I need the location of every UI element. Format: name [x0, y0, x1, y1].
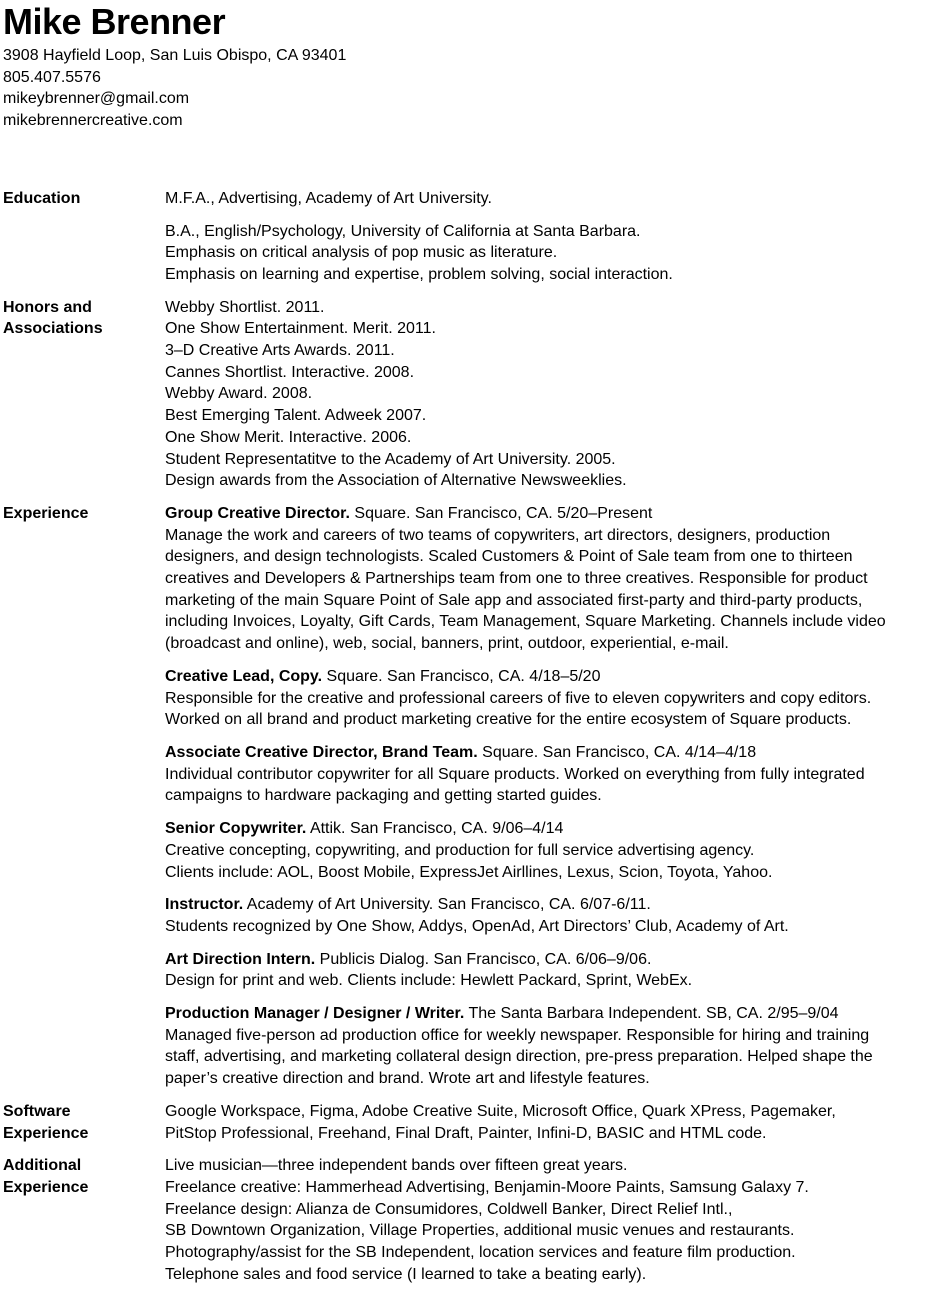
person-name: Mike Brenner	[3, 1, 226, 42]
section-content	[165, 1101, 945, 1155]
section-content	[165, 188, 945, 297]
phone-number: 805.407.5576	[3, 68, 101, 86]
paragraph: Live musician—three independent bands over fifteen great years. Freelance creative: Hammerhead Advertising, Benjamin-Moore Paints, Samsung Galaxy 7. Freelance design: Alianza de Consumidores, Coldwell Banker, Direct Relief Intl., SB Downtown Organization, Village Properties, additional music venues and restaurants. Photography/assist for the SB Independent, location services and feature film production. Telephone sales and food service (I learned to take a beating early).	[165, 1157, 809, 1283]
resume-sections	[3, 188, 945, 1296]
section-content	[165, 297, 945, 503]
section-label: Education	[3, 189, 81, 207]
section-content	[165, 503, 945, 1101]
job-title: Senior Copywriter.	[165, 820, 307, 838]
job-meta: The Santa Barbara Independent. SB, CA. 2/95–9/04	[464, 1005, 839, 1023]
experience-entry: Art Direction Intern. Publicis Dialog. San Francisco, CA. 6/06–9/06. Design for print and web. Clients include: Hewlett Packard, Sprint, WebEx.	[165, 950, 693, 990]
job-meta: Academy of Art University. San Francisco, CA. 6/07-6/11.	[243, 896, 651, 914]
job-meta: Attik. San Francisco, CA. 9/06–4/14	[306, 820, 564, 838]
job-meta: Publicis Dialog. San Francisco, CA. 6/06–9/06.	[315, 950, 652, 968]
section-label: Honors and Associations	[3, 298, 103, 338]
experience-entry: Associate Creative Director, Brand Team. Square. San Francisco, CA. 4/14–4/18 Individual contributor copywriter for all Square products. Worked on everything from fully integrated campaigns to hardware packaging and getting started guides.	[165, 743, 865, 805]
paragraph: Google Workspace, Figma, Adobe Creative Suite, Microsoft Office, Quark XPress, Pagemaker, PitStop Professional, Freehand, Final Draft, Painter, Infini-D, BASIC and HTML code.	[165, 1102, 836, 1142]
website-url: mikebrennercreative.com	[3, 112, 183, 130]
job-title: Group Creative Director.	[165, 504, 350, 522]
job-meta: Square. San Francisco, CA. 4/18–5/20	[322, 667, 601, 685]
section-education	[3, 188, 945, 297]
experience-entry: Instructor. Academy of Art University. San Francisco, CA. 6/07-6/11. Students recognized by One Show, Addys, OpenAd, Art Directors’ Club, Academy of Art.	[165, 896, 789, 935]
experience-entry: Creative Lead, Copy. Square. San Francisco, CA. 4/18–5/20 Responsible for the creative and professional careers of five to eleven copywriters and copy editors. Worked on all brand and product marketing creative for the entire ecosystem of Square products.	[165, 667, 872, 729]
paragraph: B.A., English/Psychology, University of California at Santa Barbara. Emphasis on critical analysis of pop music as literature. Emphasis on learning and expertise, problem solving, social interaction.	[165, 222, 673, 283]
paragraph: Webby Shortlist. 2011. One Show Entertainment. Merit. 2011. 3–D Creative Arts Awards. 2011. Cannes Shortlist. Interactive. 2008. Webby Award. 2008. Best Emerging Talent. Adweek 2007. One Show Merit. Interactive. 2006. Student Representatitve to the Academy of Art University. 2005. Design awards from the Association of Alternative Newsweeklies.	[165, 298, 627, 490]
address-line: 3908 Hayfield Loop, San Luis Obispo, CA 93401	[3, 47, 347, 64]
job-title: Associate Creative Director, Brand Team.	[165, 743, 478, 761]
section-honors-and-associations	[3, 297, 945, 503]
email-address: mikeybrenner@gmail.com	[3, 90, 190, 108]
experience-entry: Group Creative Director. Square. San Francisco, CA. 5/20–Present Manage the work and careers of two teams of copywriters, art directors, designers, production designers, and design technologists. Scaled Customers & Point of Sale team from one to thirteen creatives and Developers & Partnerships team from one to three creatives. Responsible for product marketing of the main Square Point of Sale app and associated first-party and third-party products, including Invoices, Loyalty, Gift Cards, Team Management, Square Marketing. Channels include video (broadcast and online), web, social, banners, print, outdoor, experiential, e-mail.	[165, 504, 886, 653]
job-title: Instructor.	[165, 896, 244, 914]
section-software-experience	[3, 1101, 945, 1155]
experience-entry: Senior Copywriter. Attik. San Francisco, CA. 9/06–4/14 Creative concepting, copywriting, and production for full service advertising agency. Clients include: AOL, Boost Mobile, ExpressJet Airllines, Lexus, Scion, Toyota, Yahoo.	[165, 820, 773, 881]
section-label: Software Experience	[3, 1102, 89, 1142]
job-title: Creative Lead, Copy.	[165, 667, 323, 685]
section-content	[165, 1155, 945, 1296]
resume-header	[3, 2, 945, 132]
job-title: Art Direction Intern.	[165, 950, 316, 968]
job-title: Production Manager / Designer / Writer.	[165, 1005, 465, 1023]
section-additional-experience	[3, 1155, 945, 1296]
job-meta: Square. San Francisco, CA. 5/20–Present	[349, 504, 653, 522]
job-meta: Square. San Francisco, CA. 4/14–4/18	[477, 743, 757, 761]
paragraph: M.F.A., Advertising, Academy of Art University.	[165, 189, 492, 207]
section-label: Experience	[3, 504, 89, 522]
contact-info	[3, 45, 945, 132]
section-experience	[3, 503, 945, 1101]
section-label: Additional Experience	[3, 1157, 89, 1196]
experience-entry: Production Manager / Designer / Writer. The Santa Barbara Independent. SB, CA. 2/95–9/04 Managed five-person ad production office for weekly newspaper. Responsible for hiring and training staff, advertising, and marketing collateral design direction, pre-press preparation. Helped shape the paper’s creative direction and brand. Wrote art and lifestyle features.	[165, 1005, 873, 1088]
